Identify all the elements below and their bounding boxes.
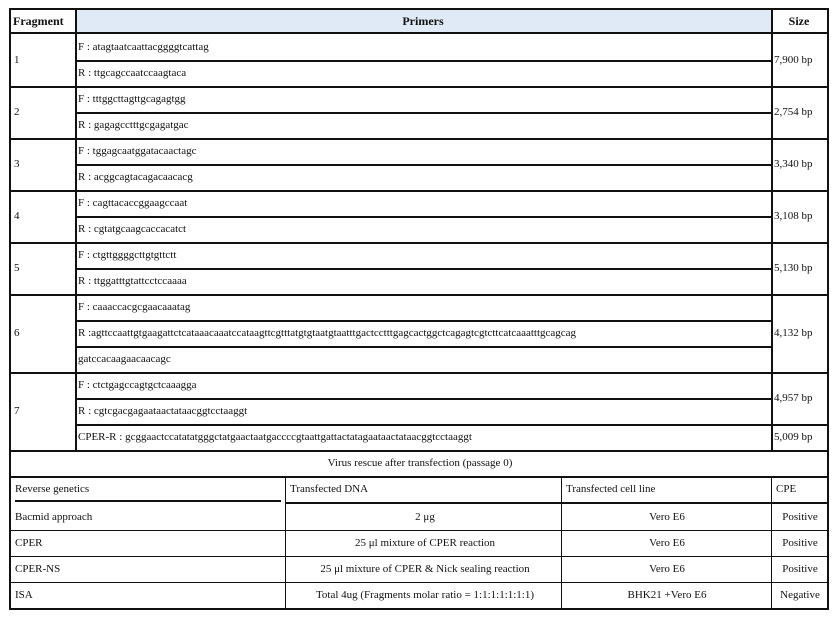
row-divider [75,320,773,322]
forward-primer: F : tttggcttagttgcagagtgg [78,92,186,105]
rescue-method: CPER-NS [15,562,61,575]
rescue-dna: 25 μl mixture of CPER reaction [354,536,495,549]
fragment-number: 7 [14,404,20,417]
rescue-cell-line: Vero E6 [649,536,685,549]
rescue-cell-line: BHK21 +Vero E6 [627,588,707,601]
row-divider [11,582,827,583]
column-divider [285,476,286,608]
rescue-dna: Total 4ug (Fragments molar ratio = 1:1:1:1:1:1:1) [315,588,535,601]
row-divider [11,556,827,557]
reverse-primer: R :agttccaattgtgaagattctcataaacaaatccataagttcgtttatgtgtaatgtaatttgactcctttgagcactggctcagagtcgtcttcatcaaatttgcagcag [78,326,577,339]
row-divider [75,164,773,166]
fragment-size: 4,957 bp [774,391,813,404]
forward-primer: F : cagttacaccggaagccaat [78,196,188,209]
fragment-number: 5 [14,261,20,274]
fragment-number: 3 [14,157,20,170]
column-divider [771,476,772,608]
row-divider [75,346,773,348]
rescue-cpe: Positive [782,562,818,575]
column-divider [771,10,773,450]
rescue-cpe: Negative [780,588,820,601]
fragment-size: 2,754 bp [774,105,813,118]
reverse-primer: R : cgtcgacgagaataactataacggtcctaaggt [78,404,248,417]
rescue-dna: 25 μl mixture of CPER & Nick sealing reaction [320,562,530,575]
rescue-dna: 2 μg [415,510,435,523]
rescue-col-cell-line: Transfected cell line [566,482,656,495]
forward-primer: F : atagtaatcaattacggggtcattag [78,40,209,53]
row-divider [11,86,827,88]
header-fragment: Fragment [13,13,64,28]
row-divider [75,268,773,270]
header-primers: Primers [402,13,444,28]
reverse-primer-continued: gatccacaagaacaacagc [78,352,171,365]
fragment-number: 1 [14,53,20,66]
rescue-cpe: Positive [782,536,818,549]
fragment-size: 3,108 bp [774,209,813,222]
column-divider [75,10,77,450]
row-divider [11,32,827,34]
forward-primer: F : caaaccacgcgaacaaatag [78,300,191,313]
row-divider [75,398,773,400]
header-underline [15,500,281,502]
forward-primer: F : ctctgagccagtgctcaaagga [78,378,197,391]
row-divider [75,424,827,426]
rescue-col-cpe: CPE [776,482,797,495]
row-divider [75,216,773,218]
rescue-cell-line: Vero E6 [649,510,685,523]
fragment-number: 6 [14,326,20,339]
reverse-primer: R : acggcagtacagacaacacg [78,170,193,183]
rescue-col-reverse-genetics: Reverse genetics [15,482,90,495]
rescue-col-transfected-dna: Transfected DNA [290,482,369,495]
fragment-number: 4 [14,209,20,222]
fragment-number: 2 [14,105,20,118]
rescue-title: Virus rescue after transfection (passage 0) [327,456,513,469]
row-divider [11,530,827,531]
row-divider [11,138,827,140]
reverse-primer: R : cgtatgcaagcaccacatct [78,222,187,235]
row-divider [11,190,827,192]
rescue-method: ISA [15,588,33,601]
rescue-cell-line: Vero E6 [649,562,685,575]
rescue-method: CPER [15,536,43,549]
reverse-primer: R : gagagcctttgcgagatgac [78,118,189,131]
forward-primer: F : ctgttggggcttgtgttctt [78,248,177,261]
cper-r-size: 5,009 bp [774,430,813,443]
fragment-size: 4,132 bp [774,326,813,339]
fragment-size: 5,130 bp [774,261,813,274]
fragment-size: 7,900 bp [774,53,813,66]
row-divider [11,372,827,374]
row-divider [11,294,827,296]
row-divider [75,112,773,114]
row-divider [75,60,773,62]
row-divider [11,242,827,244]
rescue-cpe: Positive [782,510,818,523]
primer-table [9,8,829,610]
row-divider [11,450,827,452]
row-divider [285,502,827,504]
column-divider [561,476,562,608]
header-size: Size [788,13,810,28]
reverse-primer: R : ttggatttgtattcctccaaaa [78,274,187,287]
cper-r-primer: CPER-R : gcggaactccatatatgggctatgaactaatgaccccgtaattgattactatagaataactataacggtcctaaggt [78,430,472,443]
row-divider [11,476,827,478]
fragment-size: 3,340 bp [774,157,813,170]
rescue-method: Bacmid approach [15,510,93,523]
forward-primer: F : tggagcaatggatacaactagc [78,144,197,157]
reverse-primer: R : ttgcagccaatccaagtaca [78,66,187,79]
